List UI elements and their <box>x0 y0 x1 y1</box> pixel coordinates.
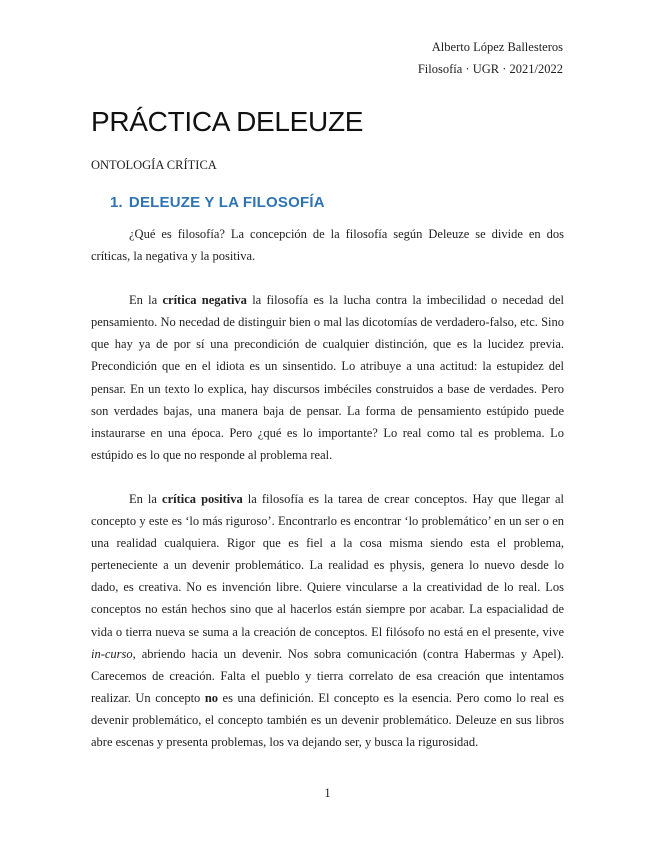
bold-term-no: no <box>204 690 219 705</box>
document-subtitle: ONTOLOGÍA CRÍTICA <box>91 158 217 172</box>
paragraph-critica-positiva <box>91 488 564 753</box>
affiliation-line: Filosofía · UGR · 2021/2022 <box>417 62 563 76</box>
section-number: 1. <box>110 194 123 211</box>
paragraph-text: En la <box>129 491 163 506</box>
paragraph-text: En la <box>129 293 163 308</box>
paragraph-critica-negativa <box>91 289 564 466</box>
page-header <box>418 36 563 80</box>
paragraph-text: la filosofía es la tarea de crear conceptos. Hay que llegar al concepto y este es ‘lo más riguroso’. Encontrarlo es encontrar ‘lo problemático’ en un ser o en una realidad cualquiera. Rigor que es fiel a la cosa misma siendo esta el problema, perteneciente a un devenir problemático. La realidad es physis, genera lo nuevo desde lo dado, es creativa. No es invención libre. Quiere vincularse a la creatividad de lo real. Los conceptos no están hechos sino que al hacerlos están siempre por acabar. La espacialidad de vida o tierra nueva se suma a la creación de conceptos. El filósofo no está en el presente, vive <box>91 491 564 639</box>
document-body <box>91 223 564 753</box>
section-heading <box>110 194 325 211</box>
bold-term-critica-positiva: crítica positiva <box>162 491 243 506</box>
section-heading-text: DELEUZE Y LA FILOSOFÍA <box>128 194 325 211</box>
paragraph-text: la filosofía es la lucha contra la imbecilidad o necedad del pensamiento. No necedad de distinguir bien o mal las dicotomías de verdadero-falso, etc. Sino que hay ya de por sí una precondición de cualquier distinción, que es la lucidez previa. Precondición que en el idiota es un sinsentido. Lo atribuye a una actitud: la estupidez del pensar. En un texto lo explica, hay discursos imbéciles construidos a base de verdades. Pero son verdades bajas, una manera baja de pensar. La forma de pensamiento estúpido puede instaurarse en una época. Pero ¿qué es lo importante? Lo real como tal es problema. Lo estúpido es lo que no responde al problema real. <box>91 293 564 462</box>
page-title: PRÁCTICA DELEUZE <box>91 106 364 137</box>
page-number: 1 <box>324 786 331 800</box>
italic-term-in-curso: in-curso <box>91 646 133 661</box>
paragraph-intro: ¿Qué es filosofía? La concepción de la filosofía según Deleuze se divide en dos críticas, la negativa y la positiva. <box>91 227 564 264</box>
paragraph-text: , abriendo hacia un devenir. Nos sobra comunicación (contra Habermas y Apel). Carecemos de creación. Falta el pueblo y tierra correlato de esa creación que intentamos realizar. Un concepto <box>91 646 564 705</box>
paragraph-text: es una definición. El concepto es la esencia. Pero como lo real es devenir problemático, el concepto también es un devenir problemático. Deleuze en sus libros abre escenas y presenta problemas, los va dejando ser, y busca la rigurosidad. <box>91 690 564 749</box>
bold-term-critica-negativa: crítica negativa <box>162 293 247 308</box>
author-name: Alberto López Ballesteros <box>431 40 563 54</box>
